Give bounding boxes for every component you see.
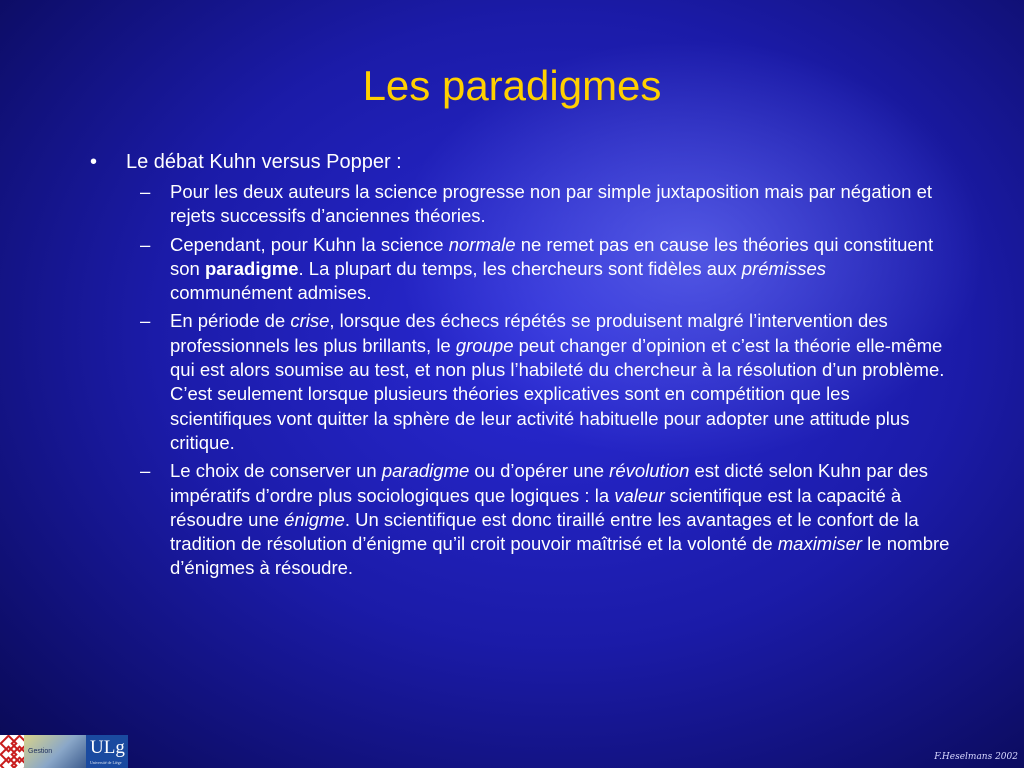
main-bullet [90, 150, 950, 174]
dash-marker: – [140, 233, 151, 255]
emphasis-normale: normale [448, 233, 516, 255]
sub-bullet-3-text-2: , lorsque des échecs répétés se produisent malgré l’intervention des professionnels les plus brillants, le [170, 310, 888, 356]
sub-bullet-4-text-6: le nombre d’énigmes à résoudre. [170, 533, 950, 579]
emphasis-premisses: prémisses [741, 257, 827, 279]
dash-marker: – [140, 460, 151, 482]
sub-bullet-1-text: Pour les deux auteurs la science progresse non par simple juxtaposition mais par négation et rejets successifs d’anciennes théories. [170, 181, 933, 227]
sub-bullet-2-text-4: communément admises. [170, 282, 372, 304]
emphasis-paradigme: paradigme [381, 460, 470, 482]
dash-marker: – [140, 181, 151, 202]
emphasis-enigme: énigme [284, 508, 345, 530]
sub-bullet-4-text-4: scientifique est la capacité à résoudre une [170, 484, 902, 530]
management-school-logo [24, 735, 86, 768]
main-bullet-text: Le débat Kuhn versus Popper : [126, 151, 402, 173]
emphasis-groupe: groupe [455, 334, 514, 356]
sub-bullet-4-text-1: Le choix de conserver un [170, 460, 382, 482]
emphasis-maximiser: maximiser [777, 533, 863, 555]
emphasis-crise: crise [290, 310, 330, 332]
emphasis-valeur: valeur [614, 484, 665, 506]
sub-bullet-3-text-3: peut changer d’opinion et c’est la théorie elle-même qui est alors soumise au test, et non plus l’habileté du chercheur à la résolution d’un problème. C’est seulement lorsque plusieurs théories explicatives sont en compétition que les scientifiques vont quitter la sphère de leur activité habituelle pour adopter une attitude plus critique. [170, 334, 945, 453]
footer-logos [0, 735, 128, 768]
bullet-marker: • [90, 151, 98, 173]
sub-bullet-2 [90, 233, 950, 306]
sub-bullet-2-text-3: . La plupart du temps, les chercheurs sont fidèles aux [298, 257, 742, 279]
ulg-logo [86, 735, 128, 768]
slide-title: Les paradigmes [362, 62, 662, 109]
sub-bullet-2-text-2: ne remet pas en cause les théories qui constituent son [170, 233, 934, 279]
ulg-logo-subtitle: Université de Liège [90, 760, 122, 765]
sub-bullet-3 [90, 309, 950, 455]
pattern-logo-icon [0, 735, 24, 768]
sub-bullet-list [90, 180, 950, 581]
dash-marker: – [140, 310, 151, 332]
management-school-logo-text: Gestion [28, 748, 53, 755]
sub-bullet-1 [90, 180, 950, 229]
author-signature: F.Heselmans 2002 [934, 752, 1018, 762]
sub-bullet-3-text-1: En période de [170, 310, 291, 332]
sub-bullet-4-text-3: est dicté selon Kuhn par des impératifs d’ordre plus sociologiques que logiques : la [170, 460, 928, 506]
sub-bullet-2-text-1: Cependant, pour Kuhn la science [170, 233, 449, 255]
sub-bullet-4-text-5: . Un scientifique est donc tiraillé entre les avantages et le confort de la tradition de résolution d’énigme qu’il croit pouvoir maîtrisé et la volonté de [170, 508, 919, 555]
sub-bullet-4 [90, 459, 950, 580]
emphasis-revolution: révolution [609, 460, 690, 482]
sub-bullet-4-text-2: ou d’opérer une [469, 460, 610, 482]
slide-content [90, 150, 950, 585]
ulg-logo-mark: ULg [90, 737, 125, 758]
strong-paradigme: paradigme [204, 257, 299, 279]
